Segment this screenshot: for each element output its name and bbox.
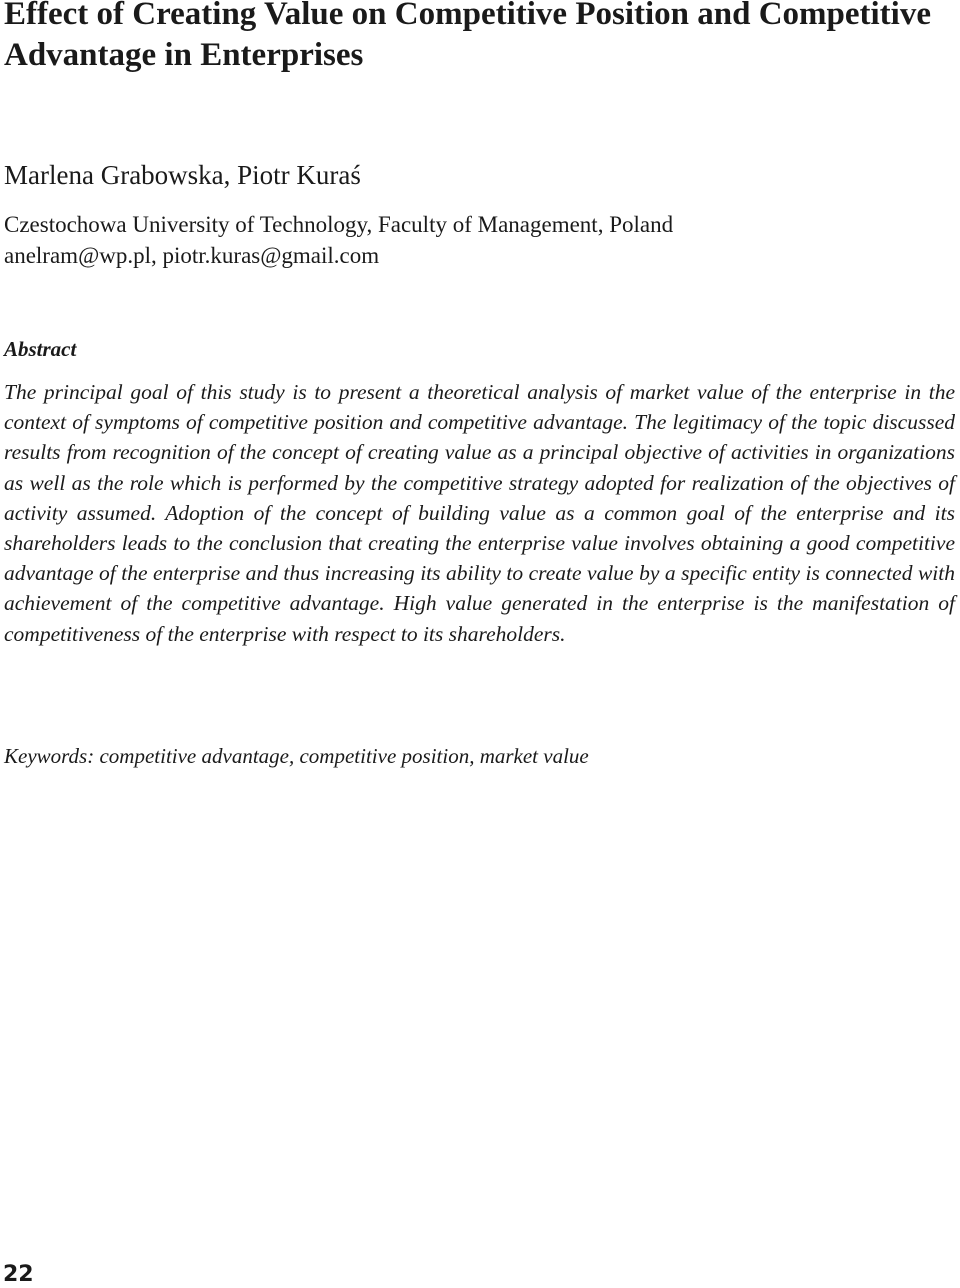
abstract-body: The principal goal of this study is to present a theoretical analysis of market value of the enterprise in the context of symptoms of competitive position and competitive advantage. The legitimacy of the topic discussed results from recognition of the concept of creating value as a principal objective of activities in organizations as well as the role which is performed by the competitive strategy adopted for realization of the objectives of activity assumed. Adoption of the concept of building value as a common goal of the enterprise and its shareholders leads to the conclusion that creating the enterprise value involves obtaining a good competitive advantage of the enterprise and thus increasing its ability to create value by a specific entity is connected with achievement of the competitive advantage. High value generated in the enterprise is the manifestation of competitiveness of the enterprise with respect to its shareholders. — [4, 380, 955, 646]
keywords-label: Keywords: — [4, 744, 95, 768]
author-affiliation: Czestochowa University of Technology, Faculty of Management, Poland — [4, 212, 674, 237]
author-names: Marlena Grabowska, Piotr Kuraś — [4, 160, 361, 190]
author-emails: anelram@wp.pl, piotr.kuras@gmail.com — [4, 243, 380, 268]
keywords-line — [4, 742, 589, 770]
abstract-heading: Abstract — [4, 337, 77, 361]
page-number: 22 — [3, 1262, 34, 1287]
keywords-text: competitive advantage, competitive position, market value — [99, 744, 589, 768]
paper-title: Effect of Creating Value on Competitive Position and Competitive Advantage in Enterprises — [4, 0, 931, 73]
